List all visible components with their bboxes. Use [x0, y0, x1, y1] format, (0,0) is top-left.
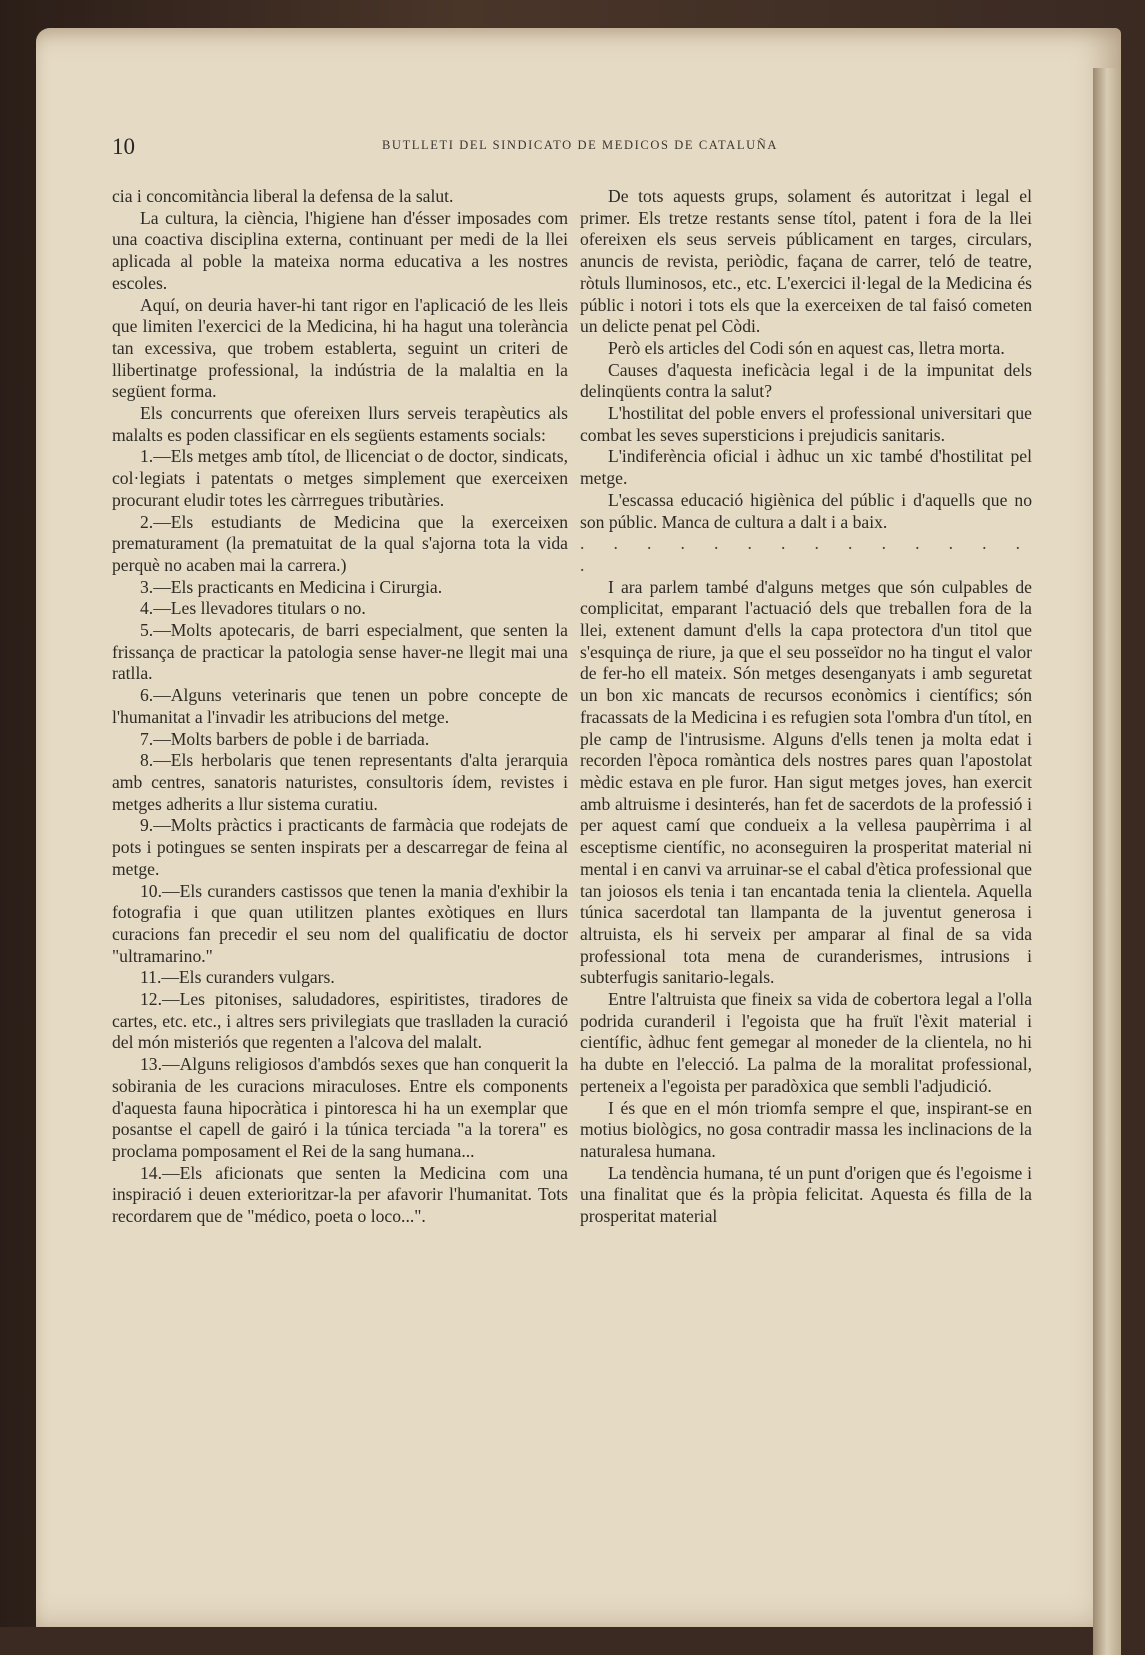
list-item: 10.—Els curanders castissos que tenen la mania d'exhibir la fotografia i que quan utilitzen plantes exòtiques en llurs curacions fan precedir el seu nom del qualificatiu de doctor "ultramarino." — [112, 880, 568, 966]
list-item: 3.—Els practicants en Medicina i Cirurgia. — [140, 576, 443, 597]
list-item: 6.—Alguns veterinaris que tenen un pobre concepte de l'humanitat a l'invadir les atribucions del metge. — [112, 685, 568, 727]
paragraph: La cultura, la ciència, l'higiene han d'ésser imposades com una coactiva disciplina externa, continuant per medi de la llei aplicada al poble la mateixa norma educativa a les nostres escoles. — [112, 207, 568, 293]
paragraph: L'indiferència oficial i àdhuc un xic també d'hostilitat pel metge. — [580, 446, 1032, 489]
paragraph: I és que en el món triomfa sempre el que, inspirant-se en motius biològics, no gosa contradir massa les inclinacions de la naturalesa humana. — [580, 1097, 1032, 1161]
page-header — [112, 128, 1032, 168]
list-item: 11.—Els curanders vulgars. — [140, 967, 335, 988]
list-item: 8.—Els herbolaris que tenen representants d'alta jerarquia amb centres, sanatoris naturistes, consultoris ídem, revistes i metges adherits a llur sistema curatiu. — [112, 750, 568, 814]
page-edge — [1093, 68, 1121, 1655]
paragraph: Però els articles del Codi són en aquest cas, lletra morta. — [608, 337, 1005, 358]
paragraph: Causes d'aquesta ineficàcia legal i de la impunitat dels delinqüents contra la salut? — [580, 359, 1032, 402]
list-item: 14.—Els aficionats que senten la Medicina com una inspiració i deuen exterioritzar-la per afavorir l'humanitat. Tots recordarem que de "médico, poeta o loco...". — [112, 1162, 568, 1227]
list-item: 1.—Els metges amb títol, de llicenciat o de doctor, sindicats, col·legiats i patentats o metges simplement que exerceixen procurant eludir totes les càrrregues tributàries. — [112, 446, 568, 510]
left-column — [112, 186, 568, 1228]
list-item: 7.—Molts barbers de poble i de barriada. — [140, 728, 430, 749]
paragraph: De tots aquests grups, solament és autoritzat i legal el primer. Els tretze restants sense títol, patent i fora de la llei ofereixen els seus serveis públicament en targes, circulars, anuncis de revista, periòdic, façana de carrer, teló de teatre, ròtuls lluminosos, etc., etc. L'exercici il·legal de la Medicina és públic i notori i tots els que la exerceixen de tal faisó cometen un delicte penat pel Còdi. — [580, 186, 1032, 337]
paragraph: Aquí, on deuria haver-hi tant rigor en l'aplicació de les lleis que limiten l'exercici de la Medicina, hi ha hagut una tolerància tan excessiva, que trobem establerta, seguint un criteri de llibertinatge professional, la indústria de la malaltia en la següent forma. — [112, 294, 568, 402]
paragraph: I ara parlem també d'alguns metges que són culpables de complicitat, emparant l'actuació dels que treballen fora de la llei, extenent damunt d'ells la capa protectora d'un titol que s'esquinça de riure, ja que el seu posseïdor no ha tingut el valor de fer-ho ell mateix. Són metges desenganyats i amb seguretat un bon xic mancats de recursos econòmics i científics; són fracassats de la Medicina i es refugien sota l'ombra d'un títol, en ple camp de l'intrusisme. Alguns d'ells tenen ja molta edat i recorden l'època romàntica dels nostres pares quan l'apostolat mèdic estava en ple furor. Han sigut metges joves, han exercit amb altruisme i desinterés, han fet de sacerdots de la professió i per aquest camí que condueix a la vellesa paupèrrima i al esceptisme científic, no aconseguiren la prosperitat material ni mental i en canvi va arruinar-se el cabal d'ètica professional que tan joiosos els tenia i tan encantada tenia la clientela. Aquella túnica sacerdotal tan llampanta de la juventut generosa i altruista, els hi serveix per amparar al final de sa vida professional tota mena de curanderismes, intrusions i subterfugis sanitario-legals. — [580, 576, 1032, 988]
running-head: BUTLLETI DEL SINDICATO DE MEDICOS DE CATALUÑA — [382, 138, 778, 152]
paragraph: Entre l'altruista que fineix sa vida de cobertora legal a l'olla podrida curanderil i l'egoista que ha fruït l'èxit material i científic, àdhuc fent gemegar al moneder de la clientela, no hi ha dubte en l'elecció. La palma de la moralitat professional, perteneix a l'egoista per paradòxica que sembli l'adjudició. — [580, 989, 1032, 1096]
list-item: 9.—Molts pràctics i practicants de farmàcia que rodejats de pots i potingues se senten inspirats per a descarregar de feina al metge. — [112, 815, 568, 879]
list-item: 12.—Les pitonises, saludadores, espiritistes, tiradores de cartes, etc. etc., i altres sers privilegiats que traslladen la curació del món misteriós que regenten a l'alcova del malalt. — [112, 989, 568, 1053]
list-item: 13.—Alguns religiosos d'ambdós sexes que han conquerit la sobirania de les curacions miraculoses. Entre els components d'aquesta fauna hipocràtica i pintoresca hi ha un exemplar que posantse el capell de gairó i la túnica terciada "a la torera" es proclama pomposament el Rei de la sang humana... — [112, 1054, 568, 1161]
paragraph: cia i concomitància liberal la defensa de la salut. — [112, 186, 454, 206]
list-item: 2.—Els estudiants de Medicina que la exerceixen prematurament (la prematuitat de la qual s'ajorna tota la vida perquè no acaben mai la carrera.) — [112, 511, 568, 575]
right-column — [580, 186, 1032, 1228]
paragraph: L'hostilitat del poble envers el professional universitari que combat les seves supersticions i prejudicis sanitaris. — [580, 403, 1032, 445]
list-item: 4.—Les llevadores titulars o no. — [140, 598, 366, 619]
section-divider: . . . . . . . . . . . . . . . — [580, 533, 1032, 575]
paragraph: La tendència humana, té un punt d'origen que és l'egoisme i una finalitat que és la pròpia felicitat. Aquesta és filla de la prosperitat material — [580, 1162, 1032, 1227]
paragraph: L'escassa educació higiènica del públic i d'aquells que no son públic. Manca de cultura a dalt i a baix. — [580, 489, 1032, 532]
page-number: 10 — [112, 134, 135, 159]
paragraph: Els concurrents que ofereixen llurs serveis terapèutics als malalts es poden classificar en els següents estaments socials: — [112, 403, 568, 445]
list-item: 5.—Molts apotecaris, de barri especialment, que senten la frissança de practicar la patologia sense haver-ne llegit mai una ratlla. — [112, 620, 568, 684]
